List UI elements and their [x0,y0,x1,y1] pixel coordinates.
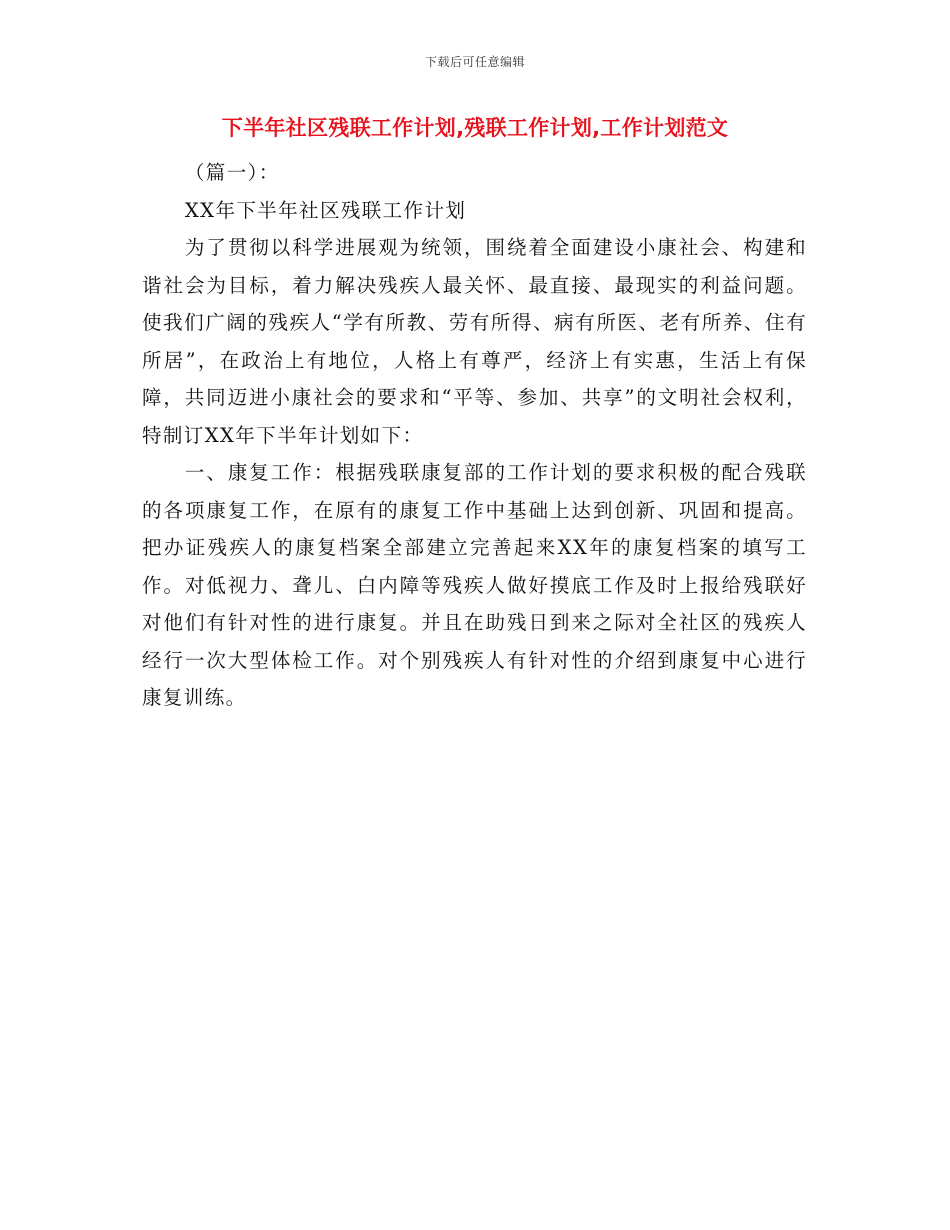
subtitle-paragraph: XX年下半年社区残联工作计划 [184,198,467,222]
header-note: 下载后可任意编辑 [424,55,525,69]
intro-paragraph: 为了贯彻以科学进展观为统领，围绕着全面建设小康社会、构建和谐社会为目标，着力解决残疾人最关怀、最直接、最现实的利益问题。使我们广阔的残疾人“学有所教、劳有所得、病有所医、老有所养、住有所居”，在政治上有地位，人格上有尊严，经济上有实惠，生活上有保障，共同迈进小康社会的要求和“平等、参加、共享”的文明社会权利，特制订XX年下半年计划如下： [142,236,807,447]
document-body [142,154,807,717]
rehabilitation-paragraph: 一、康复工作：根据残联康复部的工作计划的要求积极的配合残联的各项康复工作，在原有的康复工作中基础上达到创新、巩固和提高。把办证残疾人的康复档案全部建立完善起来XX年的康复档案的填写工作。对低视力、聋儿、白内障等残疾人做好摸底工作及时上报给残联好对他们有针对性的进行康复。并且在助残日到来之际对全社区的残疾人经行一次大型体检工作。对个别残疾人有针对性的介绍到康复中心进行康复训练。 [142,461,807,709]
document-title: 下半年社区残联工作计划,残联工作计划,工作计划范文 [221,116,729,140]
section-label: （篇一）： [184,161,280,184]
